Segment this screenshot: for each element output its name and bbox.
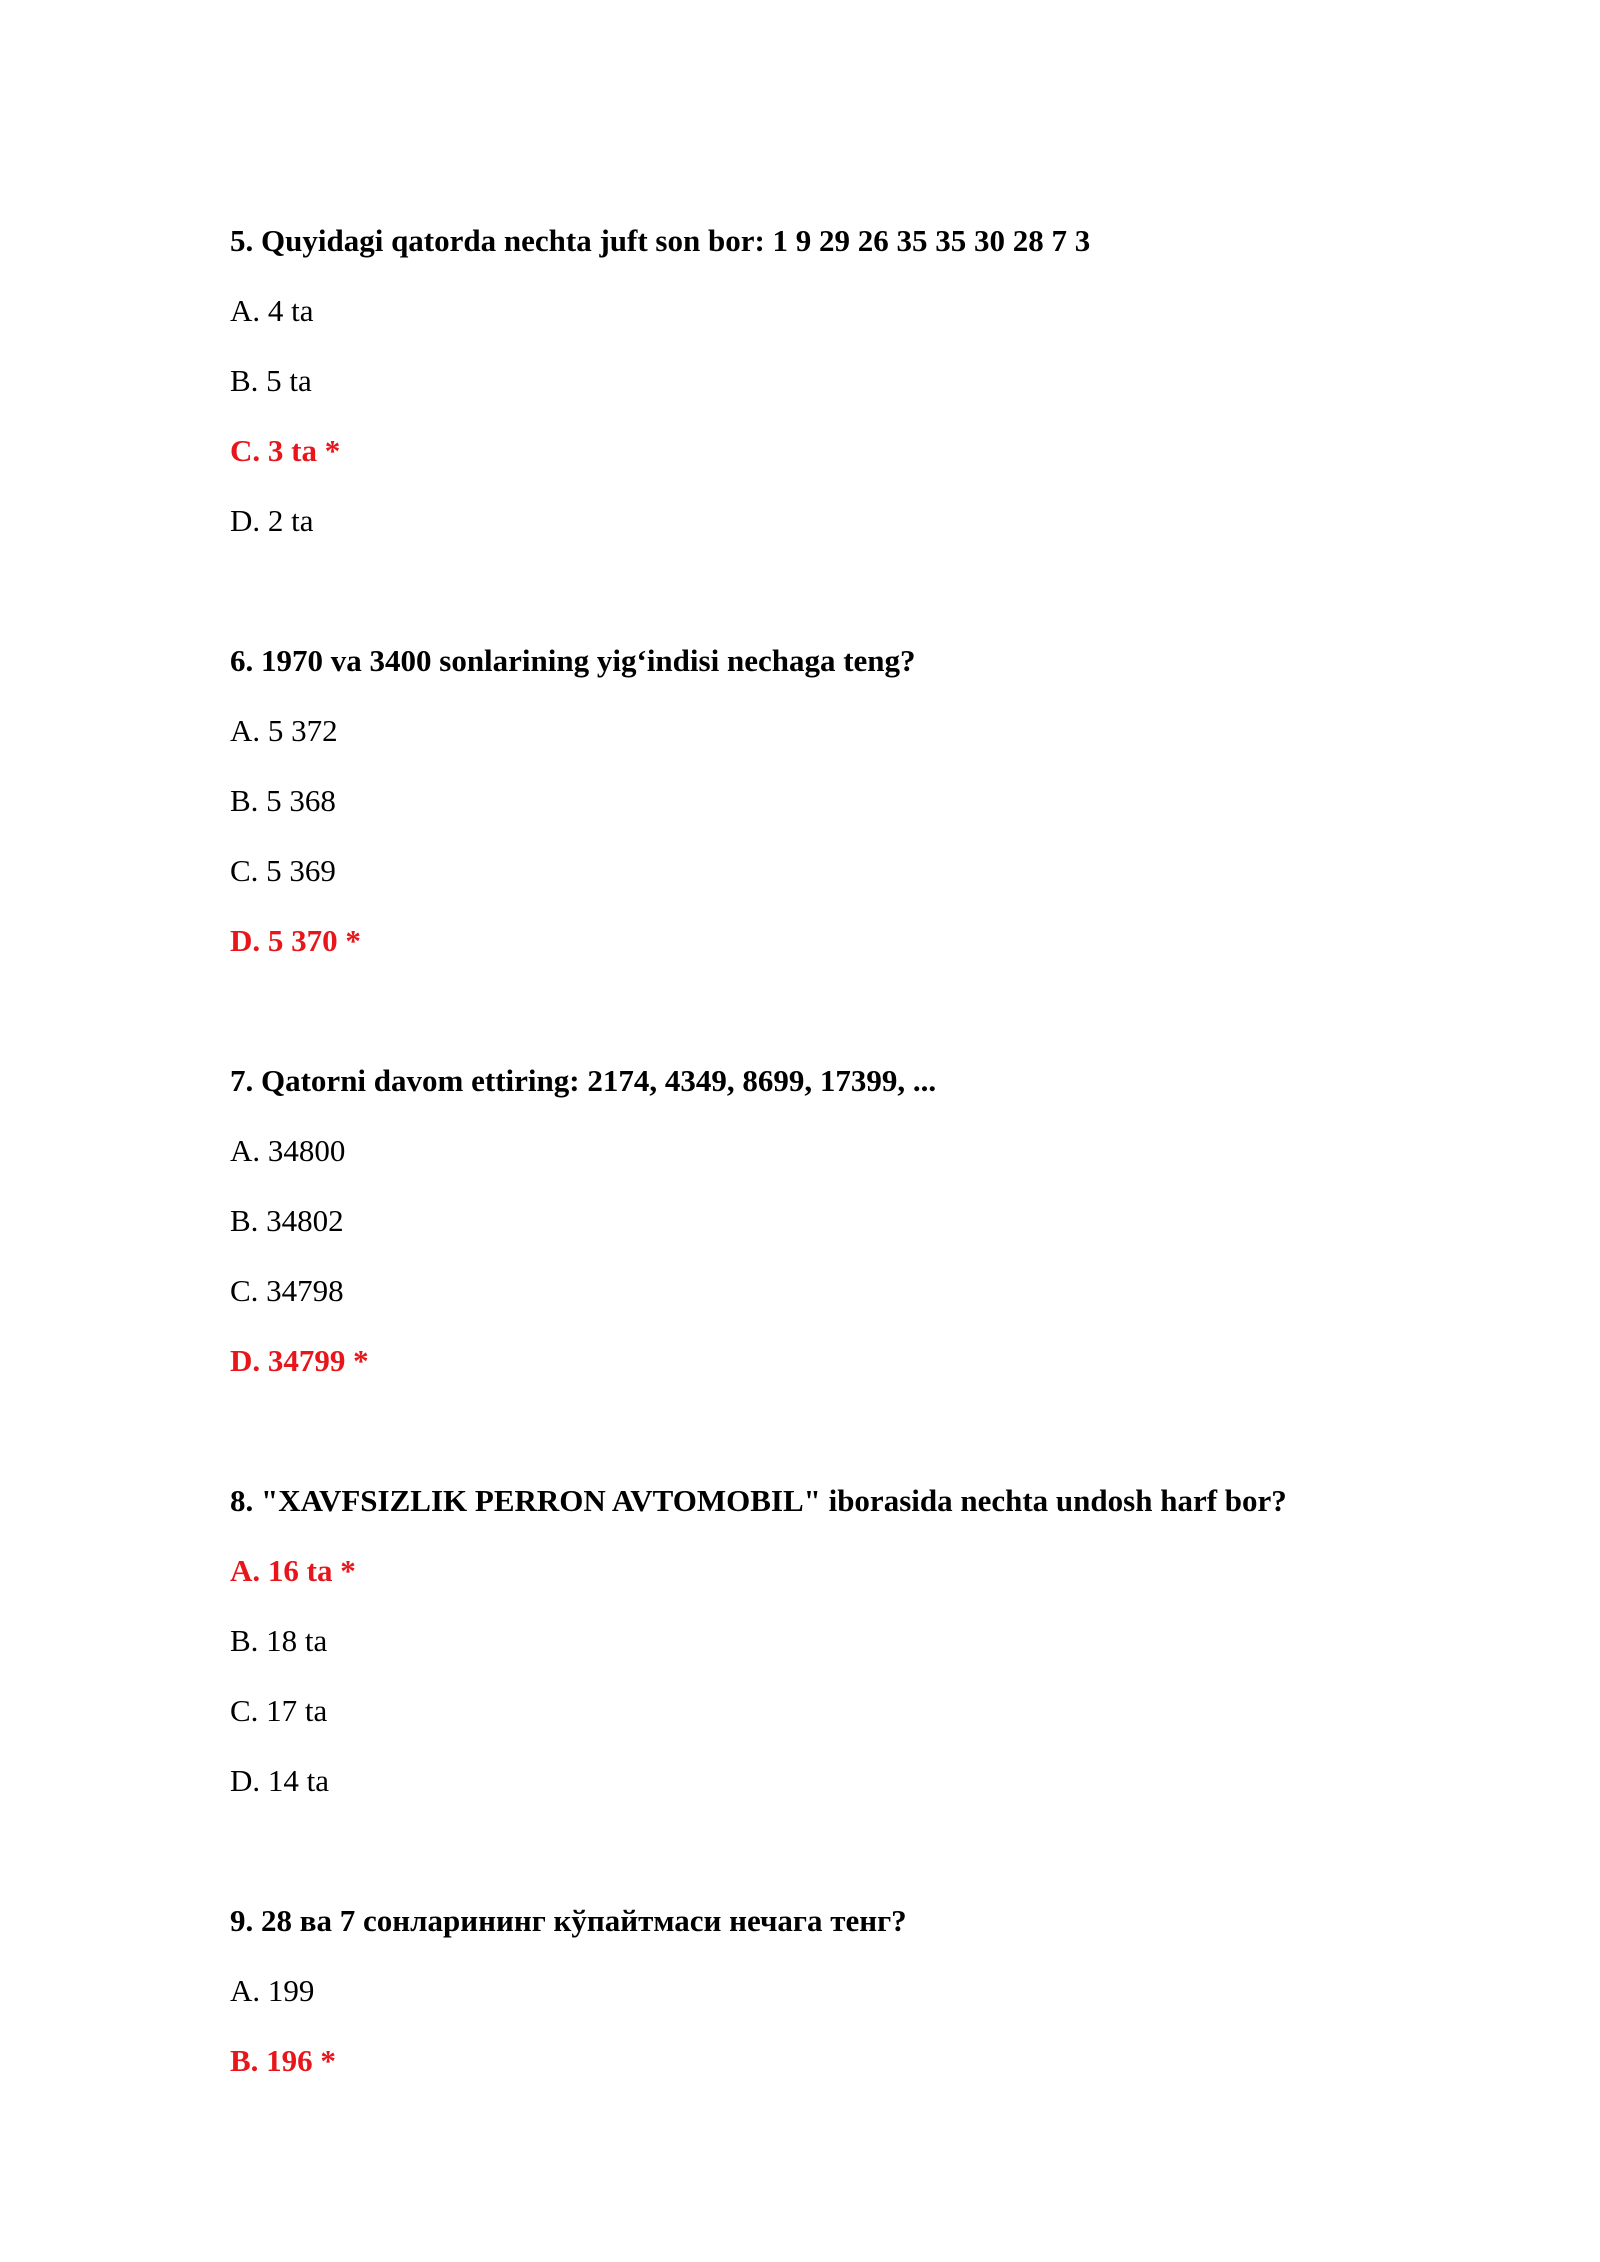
- option-d: D. 14 ta: [230, 1763, 330, 1798]
- question-7: [230, 1063, 1480, 1379]
- option-a: A. 199: [230, 1973, 315, 2008]
- option-b: B. 5 368: [230, 783, 336, 818]
- option-b-correct: B. 196 *: [230, 2043, 336, 2078]
- question-8: [230, 1483, 1480, 1799]
- option-b: B. 34802: [230, 1203, 344, 1238]
- option-a: A. 34800: [230, 1133, 346, 1168]
- question-text: 6. 1970 va 3400 sonlarining yig‘indisi nechaga teng?: [230, 643, 916, 678]
- question-text: 9. 28 ва 7 сонларининг кўпайтмаси нечага тенг?: [230, 1903, 907, 1938]
- option-a-correct: A. 16 ta *: [230, 1553, 356, 1588]
- option-d-correct: D. 34799 *: [230, 1343, 369, 1378]
- question-text: 5. Quyidagi qatorda nechta juft son bor: 1 9 29 26 35 35 30 28 7 3: [230, 223, 1091, 258]
- option-c: C. 17 ta: [230, 1693, 328, 1728]
- option-c: C. 5 369: [230, 853, 336, 888]
- question-6: [230, 643, 1480, 959]
- option-a: A. 5 372: [230, 713, 338, 748]
- option-a: A. 4 ta: [230, 293, 314, 328]
- option-d: D. 2 ta: [230, 503, 314, 538]
- option-b: B. 18 ta: [230, 1623, 328, 1658]
- question-5: [230, 223, 1480, 539]
- option-d-correct: D. 5 370 *: [230, 923, 361, 958]
- question-9: [230, 1903, 1480, 2079]
- option-b: B. 5 ta: [230, 363, 312, 398]
- question-text: 7. Qatorni davom ettiring: 2174, 4349, 8699, 17399, ...: [230, 1063, 937, 1098]
- question-text: 8. "XAVFSIZLIK PERRON AVTOMOBIL" iborasida nechta undosh harf bor?: [230, 1483, 1287, 1518]
- option-c-correct: C. 3 ta *: [230, 433, 341, 468]
- option-c: C. 34798: [230, 1273, 344, 1308]
